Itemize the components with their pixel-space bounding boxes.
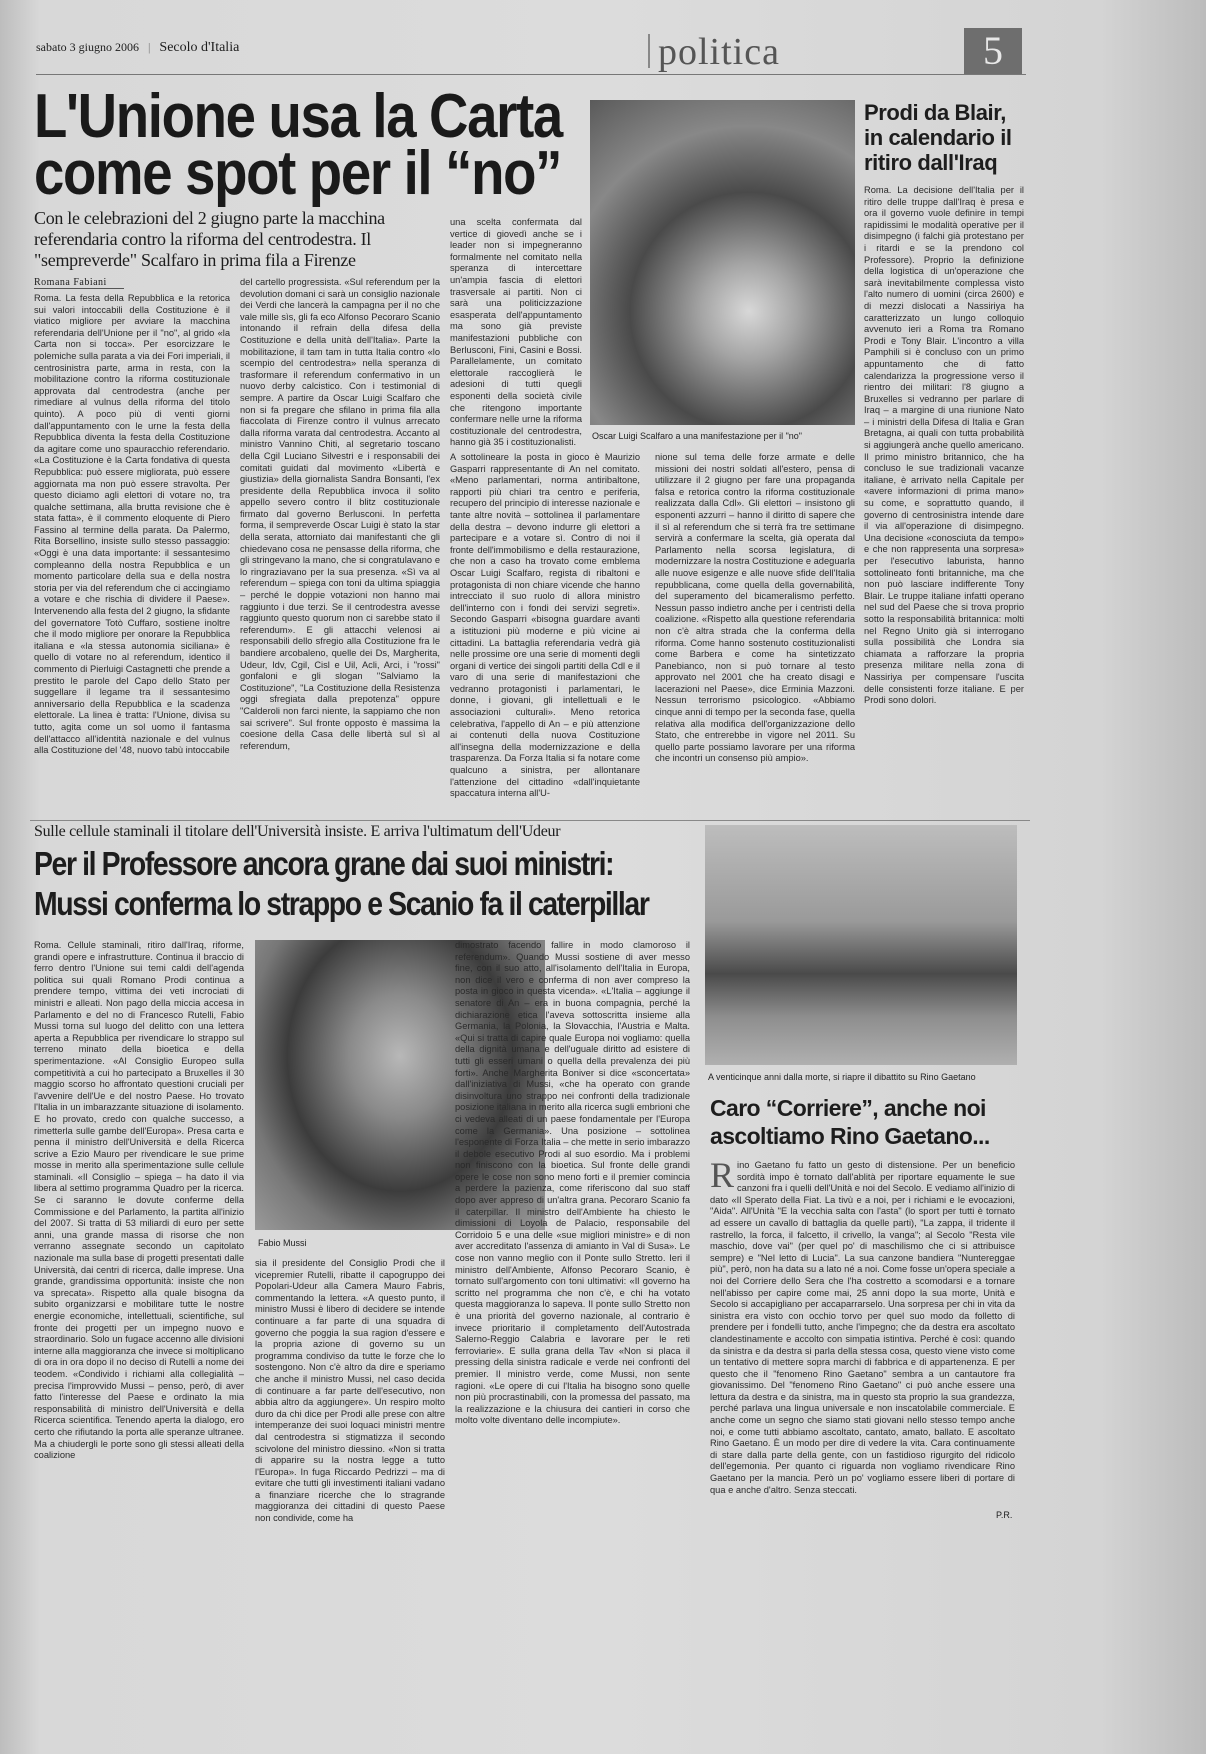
article1-column-1: Roma. La festa della Repubblica e la retorica sui valori intoccabili della Costituzione è il viatico migliore per avviare la macchina referendaria dell'Unione per il "no", al grido «la Carta non si tocca». Per esorcizzare le polemiche sulla parata a via dei Fori imperiali, il centrosinistra parte, arma in resta, con la mobilitazione contro la riforma costituzionale approvata dal centrodestra (anche per rimediare al vulnus della riforma del titolo quinto). A poco più di venti giorni dall'appuntamento con le urne la festa della Repubblica diventa la festa della Costituzione da agitare come uno spauracchio referendario. «La Costituzione è la Carta fondativa di questa Repubblica: può essere migliorata, può essere aggiornata ma non può essere stravolta. Per questo diciamo agli elettori di votare no, tra qualche settimana, alla brutta revisione che è stata fatta», è il commento eloquente di Piero Fassino al termine della parata. Da Palermo, Rita Borsellino, insiste sullo stesso passaggio: «Oggi è una data importante: il sessantesimo compleanno della nostra Repubblica e un momento particolare della sua e della nostra storia per via del referendum che ci accingiamo a votare e che rischia di dividere il Paese». Intervenendo alla festa del 2 giugno, la sfidante del governatore Totò Cuffaro, sostiene inoltre che il modo migliore per onorare la Repubblica italiana e «la stessa autonomia siciliana» è quello di votare no al referendum, identico il commento di Pierluigi Castagnetti che prende a prestito le parole del Capo dello Stato per suggellare il legame tra il sessantesimo anniversario della Repubblica e la scadenza elettorale. La linea è tratta: l'Unione, divisa su tutto, agita come un sol uomo il fantasma dell'attacco all'identità nazionale e del vulnus alla Costituzione del '48, nuovo tabù intoccabile bbox=[34, 293, 230, 756]
article1-headline bbox=[34, 82, 562, 208]
article2-kicker: Sulle cellule staminali il titolare dell'Università insiste. E arriva l'ultimatum dell'Udeur bbox=[34, 823, 561, 840]
section-rule bbox=[30, 820, 1030, 821]
sidebar-headline: Prodi da Blair, in calendario il ritiro dall'Iraq bbox=[864, 100, 1012, 175]
article2-headline bbox=[34, 844, 649, 924]
headline-line: Per il Professore ancora grane dai suoi ministri: bbox=[34, 845, 614, 882]
rino-gaetano-photo bbox=[705, 825, 1017, 1065]
article2-photo-caption: Fabio Mussi bbox=[258, 1238, 307, 1248]
article1-subhead: Con le celebrazioni del 2 giugno parte la macchina referendaria contro la riforma del centrodestra. Il "sempreverde" Scalfaro in prima fila a Firenze bbox=[34, 208, 385, 270]
issue-date: sabato 3 giugno 2006 bbox=[36, 40, 139, 54]
section-title: politica bbox=[658, 31, 780, 73]
headline-line: Mussi conferma lo strappo e Scanio fa il caterpillar bbox=[34, 885, 649, 922]
masthead-date-line: sabato 3 giugno 2006 | Secolo d'Italia bbox=[36, 40, 240, 55]
article1-column-1-wrap bbox=[34, 277, 230, 818]
article3-text: ino Gaetano fu fatto un gesto di distensione. Per un beneficio sordità impo è tornato dall'ablità per riportare equamente le sue canzoni fra i quelli dell'Unità e noi del Secolo. E vediamo all'inizio di dato «Il Sperato della Fiat. La tivù e a noi, per i richiami e le evocazioni, "Aida". All'Unità "E la vecchia salta con l'asta" (lo sport per tutti è tornato ad essere un cavallo di battaglia da quelle parti), "La zappa, il tridente il rastrello, la forca, il falcetto, il crivello, la vanga"; al Secolo "Resta vile maschio, dove vai" (per quel po' di maschilismo che ci si attribuisce sempre) e "Nel letto di Lucia". La sua canzone bandiera "Nuntereggae più", però, non ha data su a lato né a noi. Come fosse un'opera speciale a noi del Corriere dello Sera che l'ha costretto a scomodarsi e a tornare nell'abisso per capire come mai, 25 anni dopo la sua morte, Unità e Secolo si accapigliano per accaparrarselo. Una sorpresa per chi in vita da sinistra era visto con occhio torvo per quel suo modo da folletto di prendere per i fondelli tutto, anche l'impegno; che da destra era ascoltato clandestinamente e accolto con simpatia istintiva. Perché è così: quando da sinistra e da destra si parla della stessa cosa, questo viene visto come un tentativo di mettere sopra marchi di fabbrica e di appartenenza. E per questo che il "fenomeno Rino Gaetano" sembra a un cantautore fra giovanissimo. Del "fenomeno Rino Gaetano" ci può anche essere una lettura da destra e da sinistra, ma in questo sta proprio la sua grandezza, perché parlava una lingua universale e non inscatolabile commerciale. E anche come un segno che siamo stati giovani nello stesso tempo anche noi, e come tutti abbiamo ascoltato, cantato, amato, ballato. E ascoltato Rino Gaetano. È un modo per dire di vedere la vita. Cara continuamente di stare dalla parte della gente, con un fastidioso rigurgito del ridicolo dell'egemonia. Per quanto ci riguarda non vogliamo rivendicare Rino Gaetano per la mancia. Però un po' vogliamo essere liberi di portare di qua e anche d'altro. Senza steccati. bbox=[710, 1160, 1015, 1495]
paper-name: Secolo d'Italia bbox=[159, 40, 240, 55]
article1-column-3a: una scelta confermata dal vertice di giovedì anche se i leader non si impegneranno formalmente nel comitato nella speranza di intercettare un'ampia fascia di elettori trasversale ai partiti. Non ci sarà una politicizzazione esasperata dell'appuntamento ma sono già previste manifestazioni pubbliche con Berlusconi, Fini, Casini e Bossi. Parallelamente, un comitato elettorale raccoglierà le adesioni di tutti quegli esponenti della società civile che ritengono importante confermare nelle urne la riforma costituzionale del centrodestra, hanno già 35 i costituzionalisti. bbox=[450, 217, 582, 447]
article3-signature: P.R. bbox=[996, 1510, 1013, 1520]
sidebar-body: Roma. La decisione dell'Italia per il ritiro delle truppe dall'Iraq è presa e ora il governo vuole definire in tempi rapidissimi le modalità operative per il disimpegno (i falchi già protestano per i ritardi e se la prendono col Professore). Proprio la definizione della logistica di un'operazione che sarà inevitabilmente complessa visto l'alto numero di uomini (circa 2600) e di mezzi dislocati a Nassiriya ha caratterizzato un lungo colloquio avvenuto ieri a Roma tra Romano Prodi e Tony Blair. L'incontro a villa Pamphili si è concluso con un primo appuntamento che di fatto calendarizza la progressione verso il rientro dei militari: l'8 giugno a Bruxelles si vedranno per parlare di Iraq – a margine di una riunione Nato – i ministri della Difesa di Italia e Gran Bretagna, ai quali con tutta probabilità si aggiungerà anche quello americano. Il primo ministro britannico, che ha concluso le sue tradizionali vacanze italiane, è arrivato nella Capitale per «avere informazioni di prima mano» su come, e soprattutto quando, il governo di centrosinistra intende dare il via all'operazione di disimpegno. Una decisione «conosciuta da tempo» e che non rappresenta una sorpresa» per l'esecutivo laburista, hanno sottolineato fonti britanniche, ma che non può lasciare indifferente Tony Blair. Le truppe italiane infatti operano nel sud del Paese che si trova proprio sotto la responsabilità britannica: molti nel Regno Unito già si interrogano sulla possibilità che Londra sia chiamata a rafforzare la propria presenza militare nella zona di Nassiriya per compensare l'uscita delle consistenti forze italiane. E per Prodi sono dolori. bbox=[864, 185, 1024, 706]
section-divider bbox=[648, 34, 650, 68]
article1-column-2: del cartello progressista. «Sul referendum per la devolution domani ci sarà un consiglio nazionale dei Verdi che lancerà la campagna per il no che vale mille sìs, gli fa eco Alfonso Pecoraro Scanio intonando il refrain della difesa della Costituzione e della unità dell'Italia». Parte la mobilitazione, il tam tam in tutta Italia contro «lo scempio del centrodestra» nella speranza di trasformare il referendum confermativo in un nuovo derby calcistico. Con i testimonial di sempre. A partire da Oscar Luigi Scalfaro che non si fa pregare che sfilano in prima fila alla fiaccolata di Firenze contro il vulnus arrecato dalla riforma varata dal centrodestra. Accanto al ministro Vannino Chiti, al segretario toscano della Cgil Luciano Silvestri e i responsabili dei comitati guidati dal movimento «Libertà e giustizia» della giornalista Sandra Bonsanti, l'ex presidente della Repubblica invoca il solito appello severo contro il blitz costituzionale firmato dal governo Berlusconi. In perfetta forma, il sempreverde Oscar Luigi è stato la star della serata, attorniato dai manifestanti che gli chiedevano cosa ne pensasse della riforma, che gli stringevano la mano, che si congratulavano e lo ringraziavano per la sua presenza. «Sì va al referendum – spiega con toni da ultima spiaggia – perché le doppie votazioni non hanno mai raggiunto i due terzi. Se il centrodestra avesse raggiunto questo quorum non ci sarebbe stato il referendum». E gli attacchi velenosi ai responsabili dello sfregio alla Costituzione fra le bandiere arcobaleno, quelle dei Ds, Margherita, Udeur, Idv, Cgil, Cisl e Uil, Acli, Arci, i "rossi" gonfaloni e gli slogan "Salviamo la Costituzione", "La Costituzione della Resistenza oggi sfregiata dalla prepotenza" oppure "Calderoli non farci niente, la sappiamo che non sai scrivere". Sul fronte opposto è massima la coesione della Casa delle libertà sul sì al referendum, bbox=[240, 277, 440, 751]
article2-column-3: dimostrato facendo fallire in modo clamoroso il referendum». Quando Mussi sostiene di aver messo fine, con il suo atto, all'isolamento dell'Italia in Europa, non dice il vero e conferma di non aver compreso la posta in gioco in questa vicenda». «L'Italia – aggiunge il senatore di An – era in buona compagnia, perché la dichiarazione etica l'aveva sottoscritta insieme alla Germania, la Polonia, la Slovacchia, l'Austria e Malta. «Qui si tratta di capire quale Europa noi vogliamo: quella della dignità umana e dell'uguale diritto ad esistere di tutti gli esseri umani o quella della prevalenza dei più forti». Anche Margherita Boniver si dice «sconcertata» dall'iniziativa di Mussi, «che ha operato con grande disinvoltura uno strappo nei confronti della tradizionale posizione italiana in merito alla ricerca sugli embrioni che ci vedeva alleati di un paese fondamentale per l'Europa come la Germania». Una posizione – sottolinea l'esponente di Forza Italia – che mette in serio imbarazzo il debole esecutivo Prodi al suo esordio. Ma i problemi non finiscono con la bioetica. Sul fronte delle grandi opere le cose non sono meno forti e il premier comincia a perdere la pazienza, come riferiscono dal suo staff dopo aver appreso di un'altra grana. Pecoraro Scanio fa il caterpillar. Il ministro dell'Ambiente ha chiesto le dimissioni di Loyola de Palacio, responsabile del Corridoio 5 e una delle «sue migliori ministre» e di non aver accreditato l'assenza di amianto in Val di Susa». Le cose non vanno meglio con il Ponte sullo Stretto. Ieri il ministro dell'Ambiente, Alfonso Pecoraro Scanio, è tornato sull'argomento con toni ultimativi: «Il governo ha scritto nel programma che non c'è, e chi ha votato questa maggioranza lo sapeva. Il ponte sullo Stretto non è una priorità del governo nazionale, al contrario è invece prioritario il completamento dell'Autostrada Salerno-Reggio Calabria e lavorare per le reti ferroviarie». E sulla grana della Tav «Non si placa il pressing della sinistra radicale e verde nei confronti del premier. Il ministro verde, come Mussi, non sente ragioni. «Le opere di cui l'Italia ha bisogno sono quelle non più procrastinabili, con la promessa del passato, ma la realizzazione e la chiusura dei cantieri in corso che molto volte diventano delle incompiute». bbox=[455, 940, 690, 1426]
drop-cap: R bbox=[710, 1160, 735, 1195]
article2-column-2: sia il presidente del Consiglio Prodi che il vicepremier Rutelli, ribatte il capogruppo dei Popolari-Udeur alla Camera Mauro Fabris, commentando la lettera. «A questo punto, il ministro Mussi è libero di decidere se intende continuare a far parte di una squadra di governo che poggia la sua ragion d'essere e la propria azione di governo su un programma condiviso da tutte le forze che lo sostengono. Non c'è altro da dire e speriamo che anche il ministro Mussi, nel caso decida di continuare a far parte dell'esecutivo, non abbia altro da aggiungere». Un respiro molto duro da chi dice per Prodi alle prese con altre intemperanze dei suoi loquaci ministri mentre dal centrodestra si stigmatizza il secondo scivolone del ministro diessino. «Non si tratta di apparire su la nostra legge a tutto l'Europa». In fuga Riccardo Pedrizzi – ma di evitare che tutti gli investimenti italiani vadano a finanziare ricerche che lo stragrande maggioranza dei cittadini di questo Paese non condivide, come ha bbox=[255, 1258, 445, 1524]
headline-line: L'Unione usa la Carta bbox=[34, 82, 562, 151]
headline-line: come spot per il “no” bbox=[34, 139, 562, 208]
article1-photo-caption: Oscar Luigi Scalfaro a una manifestazione per il "no" bbox=[592, 431, 803, 441]
article1-columns bbox=[34, 277, 440, 818]
header-rule bbox=[36, 74, 1026, 75]
article3-photo-caption: A venticinque anni dalla morte, si riapre il dibattito su Rino Gaetano bbox=[708, 1072, 976, 1082]
article1-column-3b: A sottolineare la posta in gioco è Maurizio Gasparri rappresentante di An nel comitato. «Meno parlamentari, norma antiribaltone, rapporti più chiari tra centro e periferia, recupero del principio di interesse nazionale e tante altre novità – sottolinea il parlamentare della destra – devono indurre gli elettori a partecipare e a votare sì. Contro di noi il fronte dell'immobilismo e della restaurazione, che non a caso ha trovato come emblema Oscar Luigi Scalfaro, regista di ribaltoni e protagonista di non chiare vicende che hanno intrecciato il suo ruolo di allora ministro dell'interno con i fondi dei servizi segreti». Secondo Gasparri «bisogna guardare avanti a istituzioni più moderne e più vicine ai cittadini. La battaglia referendaria vedrà già nelle prossime ore una serie di momenti degli organi di vertice dei singoli partiti della Cdl e il varo di una serie di manifestazioni che vedranno protagonisti i parlamentari, le donne, i giovani, gli intellettuali e le associazioni culturali». Meno retorica celebrativa, l'appello di An – e più attenzione ai contenuti della nuova Costituzione all'insegna della modernizzazione e della trasparenza. Da Forza Italia si fa notare come qualcuno a sinistra, per allontanare l'attenzione del cittadino «dall'inquietante spaccatura interna all'U- bbox=[450, 452, 640, 799]
article1-column-4: nione sul tema delle forze armate e delle missioni dei nostri soldati all'estero, pensa di utilizzare il 2 giugno per fare una propaganda falsa e retorica contro la riforma costituzionale realizzata dalla Cdl». Gli elettori – insistono gli esponenti azzurri – hanno il diritto di sapere che il sì al referendum che si terrà fra tre settimane servirà a confermare la scelta, già operata dal Parlamento nella scorsa legislatura, di modernizzare la nostra Costituzione e adeguarla alle nuove esigenze e alle nuove sfide dell'Italia repubblicana, come quella della governabilità, del superamento del bicameralismo perfetto. Nessun passo indietro anche per i centristi della coalizione. «Rispetto alla questione referendaria non c'è altra strada che la conferma della riforma. Come hanno sostenuto costituzionalisti come Barbera e come ha sintetizzato Panebianco, non si può tornare al testo approvato nel 2001 che ha creato disagi e lacerazioni nel Paese», dice Erminia Mazzoni. Nessun terrorismo psicologico. «Abbiamo cinque anni di tempo per la seconda fase, quella relativa alla modifica dell'organizzazione dello Stato, che entrerebbe in vigore nel 2011. Su quello parte possiamo lavorare per una riforma che incontri un consenso più ampio». bbox=[655, 452, 855, 764]
article3-body bbox=[710, 1160, 1015, 1504]
article2-header bbox=[34, 822, 699, 934]
article3-block bbox=[710, 1094, 1015, 1504]
scalfaro-photo bbox=[590, 100, 855, 425]
article1-byline: Romana Fabiani bbox=[34, 277, 124, 289]
article2-column-1: Roma. Cellule staminali, ritiro dall'Iraq, riforme, grandi opere e infrastrutture. Continua il braccio di ferro dentro l'Unione sui temi caldi dell'agenda politica sui quali Romano Prodi continua a prendere tempo, vittima dei veti incrociati di ministri e alleati. Non pago della miccia accesa in Parlamento e del no di Francesco Rutelli, Fabio Mussi torna sul luogo del delitto con una lettera aperta a Repubblica per rivendicare lo strappo sul terreno minato della bioetica e della sperimentazione. «Al Consiglio Europeo sulla competitività a cui ho partecipato a Bruxelles il 30 maggio scorso ho affrontato questioni cruciali per l'avvenire dell'Ue e del nostro Paese. Ho trovato l'Italia in un imbarazzante situazione di isolamento. E ho provato, credo con qualche successo, a rimetterla sulle gambe dell'Europa». Presa carta e penna il ministro dell'Università e della Ricerca scrive a Ezio Mauro per rivendicare le sue prime mosse in merito alla sperimentazione sulle cellule staminali. «Il Consiglio – spiega – ha dato il via libera al settimo programma Quadro per la ricerca. Se ci saranno le dovute conferme della Commissione e del Parlamento, la partita all'inizio del 2007. Si tratta di 53 miliardi di euro per sette anni, una grande massa di risorse che non verranno assegnate secondo un capitolato nazionale ma sulla base di progetti presentati dalle Università, dai centri di ricerca, dalle imprese. Una grande, grandissima opportunità: insiste che non va sprecata». Rispetto alla quale bisogna da subito organizzarsi e mobilitare tutte le nostre energie economiche, intellettuali, scientifiche, sul fronte dei progetti per un impegno nuovo e straordinario. Solo un fugace accenno alle divisioni interne alla maggioranza che invece si moltiplicano di ora in ora dopo il no deciso di Rutelli a nome dei teodem. «Condivido i richiami alla collegialità – precisa l'improvvido Mussi – penso, però, di aver fatto l'interesse del Paese e ordinato la mia responsabilità di ministro dell'Università e della Ricerca scientifica. Tenendo aperta la dialogo, ero certo che rifiutando la porta alle speranze ultranee. Ma a chiudergli le porte sono gli stessi alleati della coalizione bbox=[34, 940, 244, 1461]
article3-headline: Caro “Corriere”, anche noi ascoltiamo Rino Gaetano... bbox=[710, 1095, 990, 1149]
sidebar-block bbox=[864, 100, 1024, 817]
page-number: 5 bbox=[964, 28, 1022, 74]
